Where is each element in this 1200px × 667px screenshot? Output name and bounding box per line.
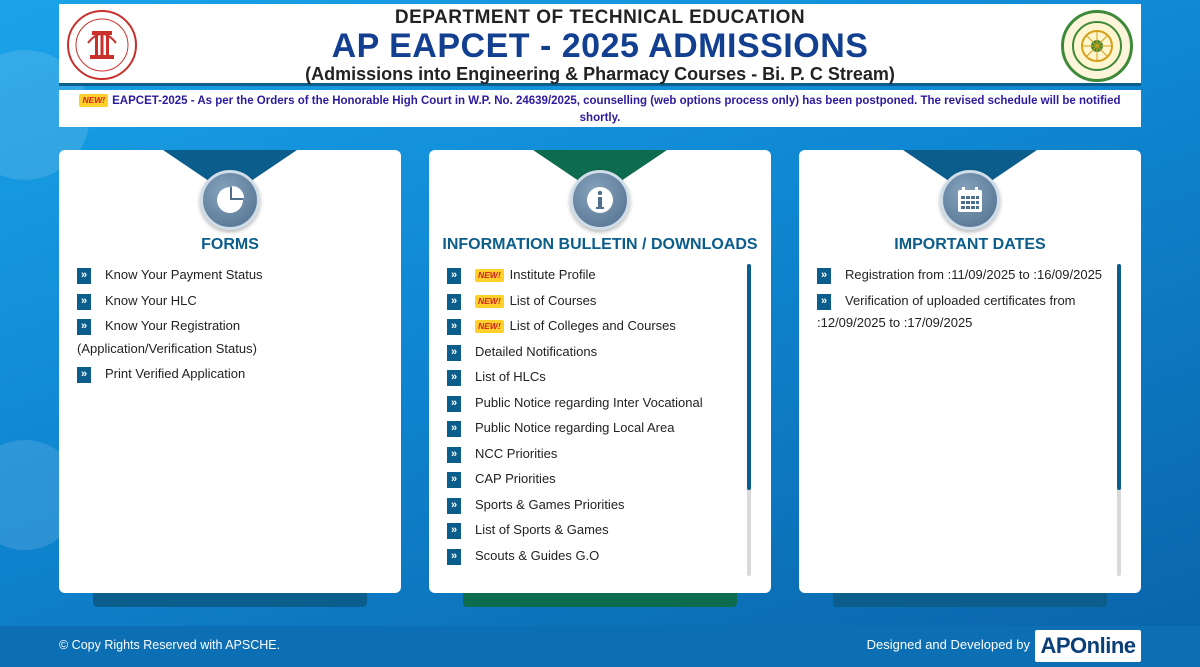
copyright-text: © Copy Rights Reserved with APSCHE. (59, 638, 281, 652)
double-chevron-right-icon: » (447, 294, 461, 310)
list-item[interactable] (447, 315, 743, 338)
list-item[interactable] (77, 363, 377, 386)
list-item[interactable] (447, 290, 743, 313)
list-item[interactable] (447, 519, 743, 542)
list-item-label[interactable]: List of HLCs (475, 369, 546, 384)
site-footer (0, 626, 1200, 667)
new-badge: NEW! (475, 295, 504, 308)
scroll-thumb[interactable] (747, 264, 751, 490)
list-item-label[interactable]: Institute Profile (509, 267, 596, 282)
dates-scrollbar[interactable] (1117, 264, 1121, 576)
pie-chart-icon (200, 170, 260, 230)
list-item-label[interactable]: Print Verified Application (105, 366, 246, 381)
list-item[interactable] (817, 290, 1113, 335)
list-item-label[interactable]: List of Courses (509, 292, 597, 308)
aponline-logo[interactable]: APOnline (1035, 630, 1141, 662)
list-item[interactable] (447, 366, 743, 389)
forms-card (59, 150, 401, 607)
ap-government-emblem (1061, 10, 1133, 82)
double-chevron-right-icon: » (77, 268, 91, 284)
double-chevron-right-icon: » (447, 345, 461, 361)
double-chevron-right-icon: » (447, 523, 461, 539)
list-item-label[interactable]: CAP Priorities (475, 471, 556, 486)
double-chevron-right-icon: » (817, 268, 831, 284)
list-item-label[interactable]: Verification of uploaded certificates from :12/09/2025 to :17/09/2025 (817, 292, 1076, 330)
card-title: FORMS (201, 236, 259, 253)
card-title: INFORMATION BULLETIN / DOWNLOADS (442, 236, 758, 253)
bulletin-scrollbar[interactable] (747, 264, 751, 576)
double-chevron-right-icon: » (447, 498, 461, 514)
list-item-label[interactable]: Know Your Payment Status (105, 267, 263, 282)
list-item[interactable] (447, 494, 743, 517)
double-chevron-right-icon: » (447, 268, 461, 284)
notice-text[interactable]: EAPCET-2025 - As per the Orders of the Honorable High Court in W.P. No. 24639/2025, counselling (web options process only) has been postponed. The revised schedule will be notified shortly. (112, 95, 1121, 124)
list-item[interactable] (447, 341, 743, 364)
page-subtitle: (Admissions into Engineering & Pharmacy Courses - Bi. P. C Stream) (305, 64, 895, 84)
list-item-label[interactable]: Registration from :11/09/2025 to :16/09/2025 (845, 267, 1103, 282)
list-item-label[interactable]: Public Notice regarding Inter Vocational (475, 394, 703, 410)
double-chevron-right-icon: » (447, 370, 461, 386)
list-item-label[interactable]: List of Sports & Games (475, 522, 609, 537)
list-item[interactable] (447, 468, 743, 491)
list-item-label[interactable]: List of Colleges and Courses (509, 318, 676, 333)
forms-list (77, 264, 377, 576)
list-item[interactable] (817, 264, 1113, 287)
new-badge: NEW! (475, 320, 504, 333)
card-body (429, 150, 771, 593)
list-item-label[interactable]: Know Your Registration (Application/Verification Status) (77, 318, 257, 356)
site-header (59, 4, 1141, 86)
card-title: IMPORTANT DATES (894, 236, 1046, 253)
new-badge: NEW! (475, 269, 504, 282)
double-chevron-right-icon: » (447, 447, 461, 463)
new-badge: NEW! (79, 94, 108, 107)
double-chevron-right-icon: » (77, 319, 91, 335)
page-title: AP EAPCET - 2025 ADMISSIONS (331, 27, 869, 65)
list-item[interactable] (77, 315, 377, 360)
calendar-icon (940, 170, 1000, 230)
list-item-label[interactable]: Sports & Games Priorities (475, 496, 625, 512)
department-heading: DEPARTMENT OF TECHNICAL EDUCATION (394, 7, 806, 28)
list-item-label[interactable]: NCC Priorities (475, 445, 558, 461)
dates-list (817, 264, 1113, 576)
double-chevron-right-icon: » (77, 367, 91, 383)
notice-banner (59, 90, 1141, 127)
double-chevron-right-icon: » (817, 294, 831, 310)
list-item-label[interactable]: Public Notice regarding Local Area (475, 420, 675, 435)
list-item-label[interactable]: Know Your HLC (105, 292, 197, 308)
card-body (59, 150, 401, 593)
double-chevron-right-icon: » (447, 319, 461, 335)
designed-by-text: Designed and Developed by (866, 637, 1030, 652)
list-item[interactable] (447, 392, 743, 415)
list-item[interactable] (77, 264, 377, 287)
double-chevron-right-icon: » (77, 294, 91, 310)
bulletin-list (447, 264, 743, 576)
list-item-label[interactable]: Detailed Notifications (475, 343, 598, 359)
info-icon (570, 170, 630, 230)
list-item[interactable] (77, 290, 377, 313)
dates-card (799, 150, 1141, 607)
list-item[interactable] (447, 545, 743, 568)
card-body (799, 150, 1141, 593)
double-chevron-right-icon: » (447, 421, 461, 437)
list-item-label[interactable]: Scouts & Guides G.O (475, 547, 600, 563)
double-chevron-right-icon: » (447, 472, 461, 488)
list-item[interactable] (447, 417, 743, 440)
double-chevron-right-icon: » (447, 549, 461, 565)
list-item[interactable] (447, 443, 743, 466)
bulletin-card (429, 150, 771, 607)
scroll-thumb[interactable] (1117, 264, 1121, 490)
list-item[interactable] (447, 264, 743, 287)
double-chevron-right-icon: » (447, 396, 461, 412)
